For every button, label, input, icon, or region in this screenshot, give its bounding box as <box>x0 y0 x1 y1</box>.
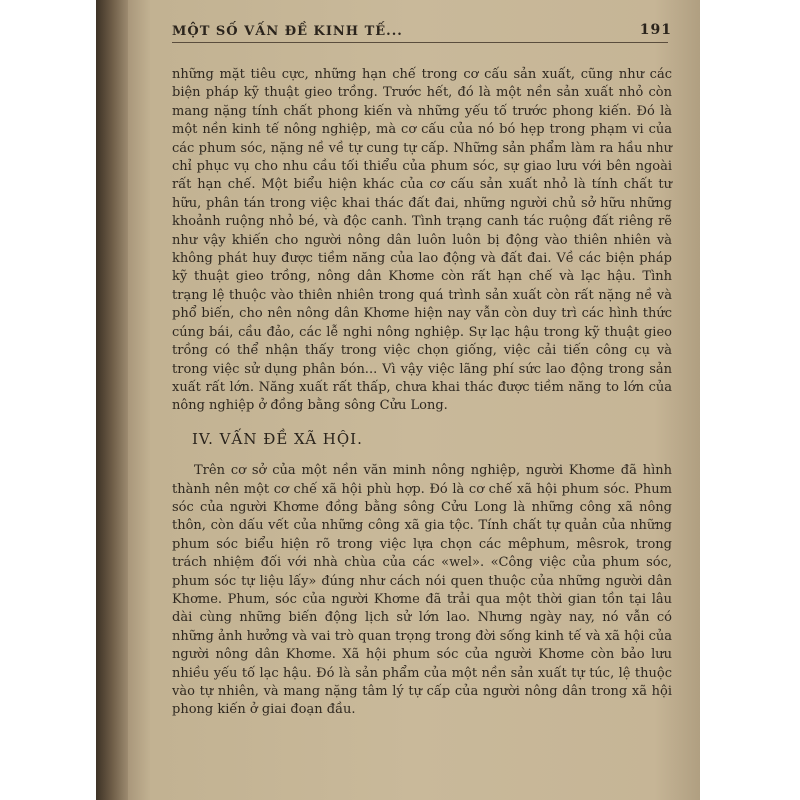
book-page <box>128 0 700 800</box>
page-header <box>172 22 672 42</box>
page-number: 191 <box>639 22 672 38</box>
page-body <box>172 66 672 720</box>
header-divider <box>172 42 668 43</box>
paragraph-economic-limits: những mặt tiêu cực, những hạn chế trong cơ cấu sản xuất, cũng như các biện pháp kỹ thuật gieo trồng. Trước hết, đó là một nền sản xuất nhỏ còn mang nặng tính chất phong kiến và những yếu tố trước phong kiến. Đó là một nền kinh tế nông nghiệp, mà cơ cấu của nó bó hẹp trong phạm vi của các phum sóc, nặng nề về tự cung tự cấp. Những sản phẩm làm ra hầu như chỉ phục vụ cho nhu cầu tối thiểu của phum sóc, sự giao lưu với bên ngoài rất hạn chế. Một biểu hiện khác của cơ cấu sản xuất nhỏ là tính chất tư hữu, phân tán trong việc khai thác đất đai, những người chủ sở hữu những khoảnh ruộng nhỏ bé, và độc canh. Tình trạng canh tác ruộng đất riêng rẽ như vậy khiến cho người nông dân luôn luôn bị động vào thiên nhiên và không phát huy được tiềm năng của lao động và đất đai. Về các biện pháp kỹ thuật gieo trồng, nông dân Khơme còn rất hạn chế và lạc hậu. Tình trạng lệ thuộc vào thiên nhiên trong quá trình sản xuất còn rất nặng nề và phổ biến, cho nên nông dân Khơme hiện nay vẫn còn duy trì các hình thức cúng bái, cầu đảo, các lễ nghi nông nghiệp. Sự lạc hậu trong kỹ thuật gieo trồng có thể nhận thấy trong việc chọn giống, việc cải tiến công cụ và trong việc sử dụng phân bón... Vì vậy việc lãng phí sức lao động trong sản xuất rất lớn. Năng xuất rất thấp, chưa khai thác được tiềm năng to lớn của nông nghiệp ở đồng bằng sông Cửu Long. <box>172 67 672 414</box>
section-heading: IV. VẤN ĐỀ XÃ HỘI. <box>192 429 363 448</box>
running-head: MỘT SỐ VẤN ĐỀ KINH TẾ... <box>172 24 403 39</box>
book-spine <box>96 0 132 800</box>
paragraph-social-issues: Trên cơ sở của một nền văn minh nông nghiệp, người Khơme đã hình thành nên một cơ chế xã hội phù hợp. Đó là cơ chế xã hội phum sóc. Phum sóc của người Khơme đồng bằng sông Cửu Long là những công xã nông thôn, còn dấu vết của những công xã gia tộc. Tính chất tự quản của những phum sóc biểu hiện rõ trong việc lựa chọn các mêphum, mêsrok, trong trách nhiệm đối với nhà chùa của các «wel». «Công việc của phum sóc, phum sóc tự liệu lấy» đúng như cách nói quen thuộc của những người dân Khơme. Phum, sóc của người Khơme đã trải qua một thời gian tồn tại lâu dài cùng những biến động lịch sử lớn lao. Nhưng ngày nay, nó vẫn có những ảnh hưởng và vai trò quan trọng trong đời sống kinh tế và xã hội của người nông dân Khơme. Xã hội phum sóc của người Khơme còn bảo lưu nhiều yếu tố lạc hậu. Đó là sản phẩm của một nền sản xuất tự túc, lệ thuộc vào tự nhiên, và mang nặng tâm lý tự cấp của người nông dân trong xã hội phong kiến ở giai đoạn đầu. <box>172 463 672 718</box>
